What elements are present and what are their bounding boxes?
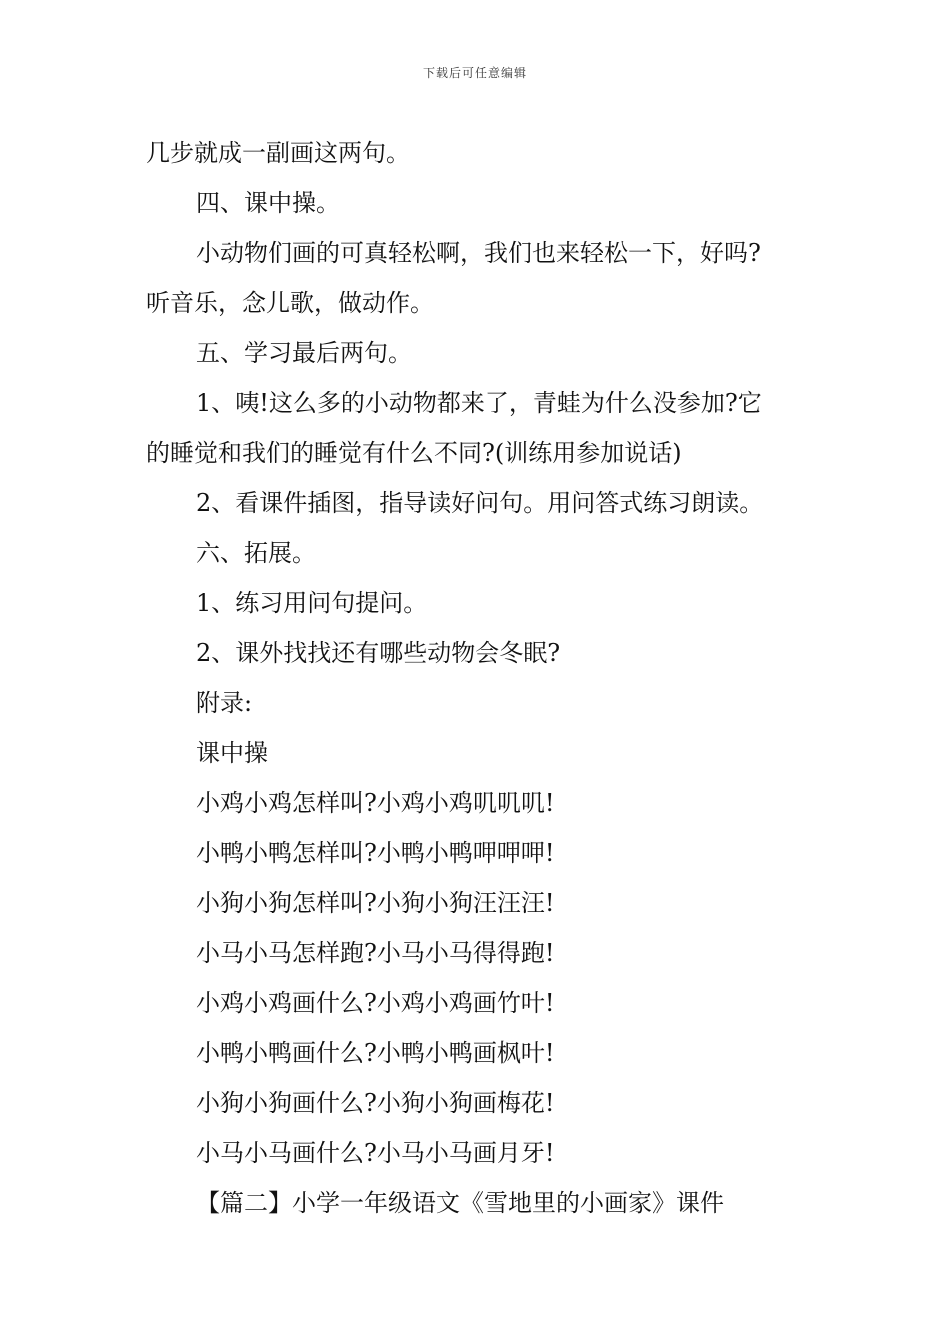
appendix-title: 课中操 [196, 739, 268, 767]
rhyme-line: 小马小马画什么?小马小马画月牙! [196, 1139, 555, 1167]
document-body [146, 128, 826, 1228]
section-heading: 五、学习最后两句。 [196, 339, 412, 367]
text-line: 的睡觉和我们的睡觉有什么不同?(训练用参加说话) [146, 439, 682, 467]
rhyme-line: 小鸭小鸭怎样叫?小鸭小鸭呷呷呷! [196, 839, 555, 867]
text-line: 2、看课件插图，指导读好问句。用问答式练习朗读。 [196, 489, 764, 517]
text-line: 听音乐，念儿歌，做动作。 [146, 289, 434, 317]
text-line: 1、练习用问句提问。 [196, 589, 428, 617]
rhyme-line: 小狗小狗画什么?小狗小狗画梅花! [196, 1089, 555, 1117]
text-line: 小动物们画的可真轻松啊，我们也来轻松一下，好吗? [196, 239, 761, 267]
section-heading: 六、拓展。 [196, 539, 316, 567]
text-line: 1、咦!这么多的小动物都来了，青蛙为什么没参加?它 [196, 389, 762, 417]
rhyme-line: 小马小马怎样跑?小马小马得得跑! [196, 939, 555, 967]
rhyme-line: 小鸭小鸭画什么?小鸭小鸭画枫叶! [196, 1039, 555, 1067]
text-line: 2、课外找找还有哪些动物会冬眠? [196, 639, 561, 667]
section-heading: 四、课中操。 [196, 189, 340, 217]
next-article-title: 【篇二】小学一年级语文《雪地里的小画家》课件 [196, 1189, 724, 1217]
page-header: 下载后可任意编辑 [422, 66, 527, 80]
rhyme-line: 小狗小狗怎样叫?小狗小狗汪汪汪! [196, 889, 555, 917]
appendix-label: 附录: [196, 689, 253, 717]
rhyme-line: 小鸡小鸡画什么?小鸡小鸡画竹叶! [196, 989, 555, 1017]
rhyme-line: 小鸡小鸡怎样叫?小鸡小鸡叽叽叽! [196, 789, 555, 817]
text-line: 几步就成一副画这两句。 [146, 139, 410, 167]
